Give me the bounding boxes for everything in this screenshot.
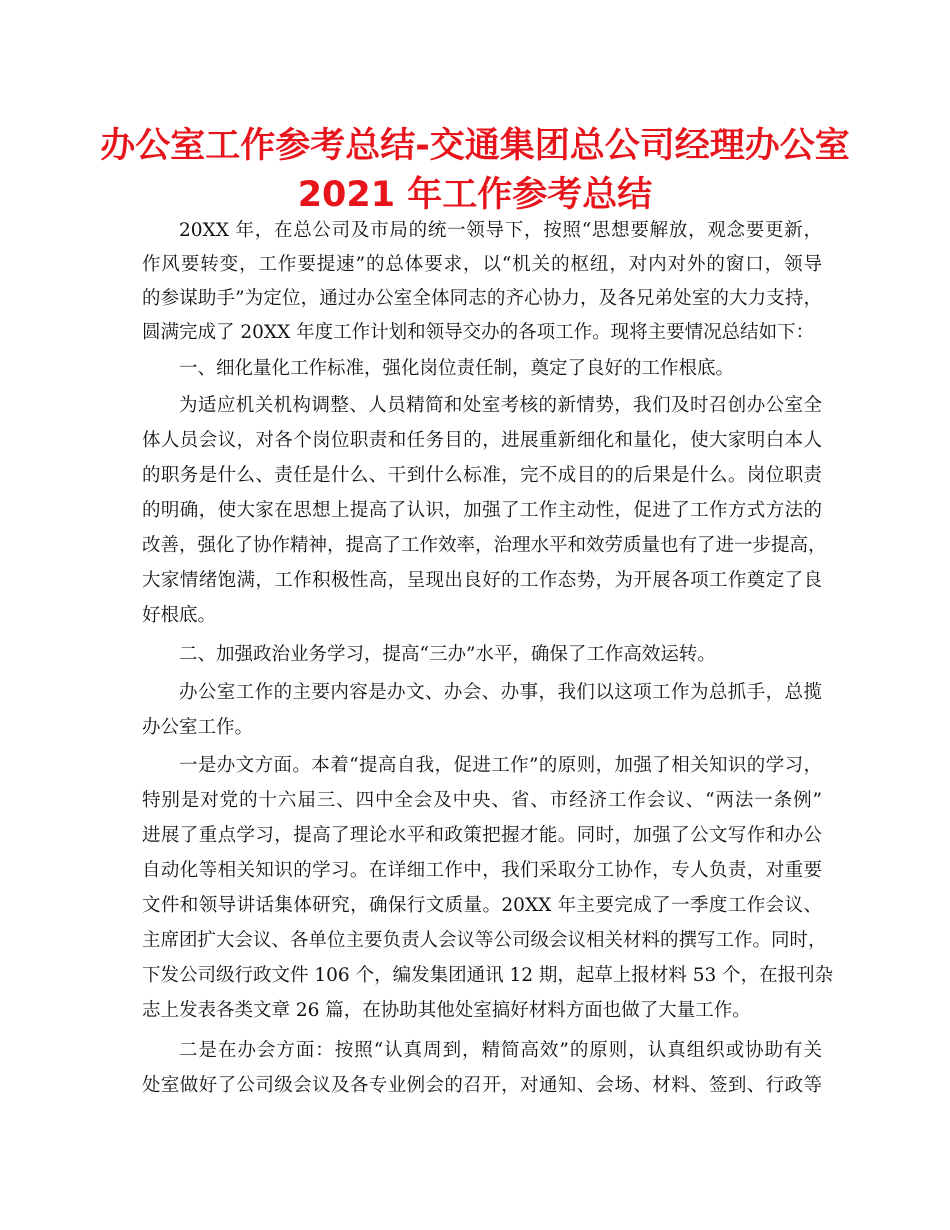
body-line: 好根底。: [142, 605, 217, 626]
body-line: 特别是对党的十六届三、四中全会及中央、省、市经济工作会议、“两法一条例”: [142, 790, 822, 811]
body-line: 一是办文方面。本着“提高自我，促进工作”的原则，加强了相关知识的学习，: [179, 755, 822, 776]
document-title-line-2: 2021 年工作参考总结: [297, 175, 653, 215]
body-line: 处室做好了公司级会议及各专业例会的召开，对通知、会场、材料、签到、行政等: [142, 1075, 822, 1096]
body-line: 办公室工作。: [142, 717, 254, 738]
body-line: 下发公司级行政文件 106 个，编发集团通讯 12 期，起草上报材料 53 个，在报刊杂: [142, 965, 834, 986]
body-line: 改善，强化了协作精神，提高了工作效率，治理水平和效劳质量也有了进一步提高，: [142, 535, 827, 556]
section-heading: 一、细化量化工作标准，强化岗位责任制，奠定了良好的工作根底。: [179, 358, 735, 379]
section-heading: 二、加强政治业务学习，提高“三办”水平，确保了工作高效运转。: [179, 644, 716, 665]
body-line: 作风要转变，工作要提速”的总体要求，以“机关的枢纽，对内对外的窗口，领导: [142, 254, 822, 275]
body-line: 二是在办会方面：按照“认真周到，精简高效”的原则，认真组织或协助有关: [179, 1040, 822, 1061]
body-line: 进展了重点学习，提高了理论水平和政策把握才能。同时，加强了公文写作和办公: [142, 825, 822, 846]
body-line: 体人员会议，对各个岗位职责和任务目的，进展重新细化和量化，使大家明白本人: [142, 430, 822, 451]
body-line: 20XX 年，在总公司及市局的统一领导下，按照“思想要解放，观念要更新，: [179, 220, 822, 241]
body-line: 自动化等相关知识的学习。在详细工作中，我们采取分工协作，专人负责，对重要: [142, 860, 822, 881]
body-line: 志上发表各类文章 26 篇，在协助其他处室搞好材料方面也做了大量工作。: [142, 1000, 751, 1021]
body-line: 大家情绪饱满，工作积极性高，呈现出良好的工作态势，为开展各项工作奠定了良: [142, 570, 822, 591]
body-line: 主席团扩大会议、各单位主要负责人会议等公司级会议相关材料的撰写工作。同时，: [142, 930, 827, 951]
body-line: 的明确，使大家在思想上提高了认识，加强了工作主动性，促进了工作方式方法的: [142, 500, 822, 521]
body-line: 的职务是什么、责任是什么、干到什么标准，完不成目的的后果是什么。岗位职责: [142, 465, 822, 486]
body-line: 办公室工作的主要内容是办文、办会、办事，我们以这项工作为总抓手，总揽: [179, 682, 822, 703]
body-line: 的参谋助手”为定位，通过办公室全体同志的齐心协力，及各兄弟处室的大力支持，: [142, 288, 822, 309]
body-line: 圆满完成了 20XX 年度工作计划和领导交办的各项工作。现将主要情况总结如下：: [142, 322, 815, 343]
body-line: 文件和领导讲话集体研究，确保行文质量。20XX 年主要完成了一季度工作会议、: [142, 895, 822, 916]
document-title-line-1: 办公室工作参考总结-交通集团总公司经理办公室: [100, 126, 850, 166]
body-line: 为适应机关机构调整、人员精简和处室考核的新情势，我们及时召创办公室全: [179, 395, 822, 416]
